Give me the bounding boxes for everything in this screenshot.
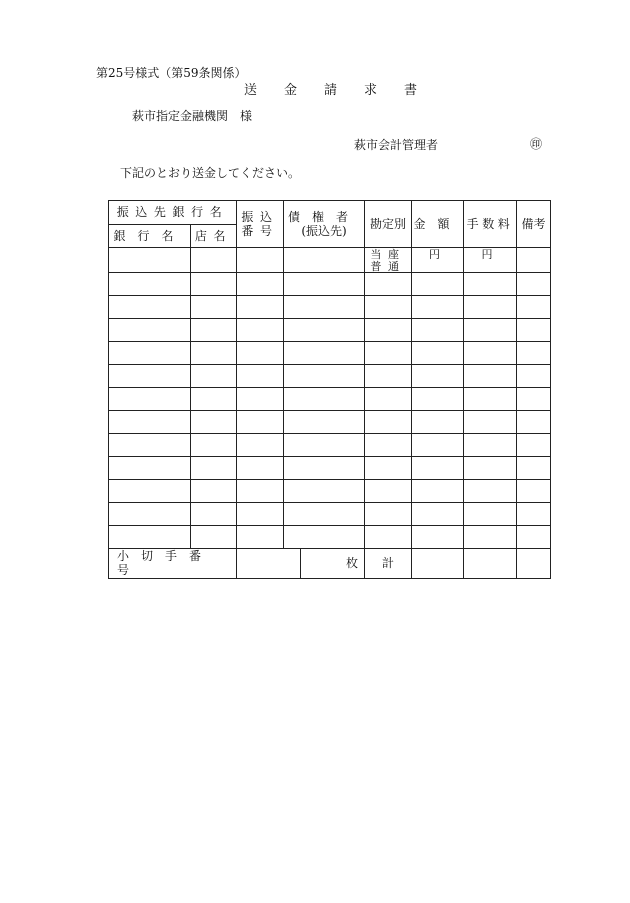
cell-bank[interactable] (109, 480, 191, 503)
header-creditor-label: 債権者 (287, 209, 360, 224)
footer-row (109, 549, 551, 579)
remittance-table (108, 200, 551, 579)
cell-branch[interactable] (191, 526, 237, 549)
total-label: 計 (365, 549, 412, 579)
cell-fee[interactable] (464, 273, 517, 296)
table-row (109, 457, 551, 480)
cell-transfer-number[interactable] (237, 480, 284, 503)
cell-bank[interactable] (109, 248, 191, 273)
cell-amount[interactable] (412, 388, 464, 411)
cell-account-type[interactable] (365, 273, 412, 296)
cell-branch[interactable] (191, 457, 237, 480)
table-row (109, 503, 551, 526)
cell-transfer-number[interactable] (237, 411, 284, 434)
cell-remarks[interactable] (517, 342, 551, 365)
cell-transfer-number[interactable] (237, 434, 284, 457)
cell-bank[interactable] (109, 388, 191, 411)
cell-branch[interactable] (191, 273, 237, 296)
cell-remarks[interactable] (517, 248, 551, 273)
cell-fee[interactable] (464, 388, 517, 411)
account-ordinary-label: 普通 (370, 259, 406, 273)
cell-amount[interactable] (412, 480, 464, 503)
cell-creditor[interactable] (284, 273, 365, 296)
cell-amount[interactable] (412, 434, 464, 457)
cell-bank[interactable] (109, 342, 191, 365)
cell-remarks[interactable] (517, 480, 551, 503)
title-char: 求 (364, 83, 378, 98)
header-amount: 金額 (412, 201, 464, 248)
cell-fee[interactable] (464, 411, 517, 434)
table-row (109, 342, 551, 365)
header-creditor (284, 201, 365, 248)
cell-transfer-number[interactable] (237, 248, 284, 273)
cell-account-type[interactable] (365, 526, 412, 549)
cell-transfer-number[interactable] (237, 503, 284, 526)
cell-account-type[interactable] (365, 434, 412, 457)
form-number: 第25号様式（第59条関係） (96, 66, 247, 80)
cell-creditor[interactable] (284, 411, 365, 434)
cell-branch[interactable] (191, 388, 237, 411)
cell-branch[interactable] (191, 342, 237, 365)
header-account-type: 勘定別 (365, 201, 412, 248)
cell-remarks[interactable] (517, 319, 551, 342)
cell-bank[interactable] (109, 273, 191, 296)
cell-bank[interactable] (109, 526, 191, 549)
yen-unit: 円 (429, 248, 440, 261)
cell-fee[interactable] (464, 342, 517, 365)
cell-branch[interactable] (191, 365, 237, 388)
cell-amount[interactable] (412, 273, 464, 296)
cell-amount[interactable] (412, 342, 464, 365)
title-char: 金 (284, 83, 298, 98)
header-remarks: 備考 (517, 201, 551, 248)
cell-bank[interactable] (109, 503, 191, 526)
cell-account-type[interactable] (365, 411, 412, 434)
sheets-label: 枚 (301, 549, 365, 579)
title-char: 書 (404, 83, 418, 98)
cell-transfer-number[interactable] (237, 457, 284, 480)
cell-creditor[interactable] (284, 480, 365, 503)
table-row (109, 388, 551, 411)
cell-bank[interactable] (109, 319, 191, 342)
cell-creditor[interactable] (284, 434, 365, 457)
cell-amount[interactable] (412, 365, 464, 388)
total-fee[interactable] (464, 549, 517, 579)
cell-remarks[interactable] (517, 296, 551, 319)
title-char: 請 (324, 83, 338, 98)
cell-bank[interactable] (109, 296, 191, 319)
cell-transfer-number[interactable] (237, 342, 284, 365)
request-text: 下記のとおり送金してください。 (120, 166, 301, 180)
header-transfer-number-line2: 番号 (241, 224, 279, 238)
cell-creditor[interactable] (284, 526, 365, 549)
addressee: 萩市指定金融機関 様 (132, 109, 253, 123)
cell-bank[interactable] (109, 411, 191, 434)
cell-bank[interactable] (109, 434, 191, 457)
cell-account-type[interactable] (365, 342, 412, 365)
cell-creditor[interactable] (284, 342, 365, 365)
cell-remarks[interactable] (517, 434, 551, 457)
header-creditor-sub: (振込先) (301, 224, 347, 238)
cell-transfer-number[interactable] (237, 526, 284, 549)
cell-branch[interactable] (191, 480, 237, 503)
cell-transfer-number[interactable] (237, 296, 284, 319)
table-row (109, 480, 551, 503)
cell-account-type[interactable] (365, 457, 412, 480)
cell-remarks[interactable] (517, 503, 551, 526)
table-row (109, 248, 551, 273)
check-number-label: 小切手番号 (109, 549, 237, 579)
yen-unit: 円 (481, 248, 493, 261)
cell-branch[interactable] (191, 503, 237, 526)
cell-amount[interactable] (412, 526, 464, 549)
cell-creditor[interactable] (284, 248, 365, 273)
cell-amount[interactable] (412, 503, 464, 526)
cell-transfer-number[interactable] (237, 365, 284, 388)
cell-account-type[interactable] (365, 248, 412, 273)
cell-account-type[interactable] (365, 365, 412, 388)
issuer: 萩市会計管理者 (354, 138, 439, 152)
cell-remarks[interactable] (517, 365, 551, 388)
cell-creditor[interactable] (284, 457, 365, 480)
cell-remarks[interactable] (517, 526, 551, 549)
table-row (109, 411, 551, 434)
cell-remarks[interactable] (517, 457, 551, 480)
seal-mark: ㊞ (530, 137, 543, 151)
header-branch-name: 店名 (191, 225, 237, 248)
cell-fee[interactable] (464, 365, 517, 388)
cell-fee[interactable] (464, 434, 517, 457)
table-row (109, 526, 551, 549)
cell-bank[interactable] (109, 457, 191, 480)
total-remarks[interactable] (517, 549, 551, 579)
table-row (109, 273, 551, 296)
table-row (109, 365, 551, 388)
cell-amount[interactable] (412, 319, 464, 342)
cell-creditor[interactable] (284, 296, 365, 319)
cell-fee[interactable] (464, 319, 517, 342)
cell-creditor[interactable] (284, 319, 365, 342)
cell-creditor[interactable] (284, 365, 365, 388)
cell-branch[interactable] (191, 434, 237, 457)
cell-amount[interactable] (412, 248, 464, 273)
cell-fee[interactable] (464, 296, 517, 319)
header-bank-name: 銀行名 (109, 225, 191, 248)
header-transfer-number (237, 201, 284, 248)
cell-account-type[interactable] (365, 480, 412, 503)
cell-branch[interactable] (191, 296, 237, 319)
cell-amount[interactable] (412, 296, 464, 319)
cell-transfer-number[interactable] (237, 388, 284, 411)
account-current-label: 当座 (370, 248, 406, 261)
cell-account-type[interactable] (365, 296, 412, 319)
total-amount[interactable] (412, 549, 464, 579)
cell-creditor[interactable] (284, 503, 365, 526)
cell-remarks[interactable] (517, 411, 551, 434)
document-title (244, 79, 424, 98)
check-number-value[interactable] (237, 549, 301, 579)
table-row (109, 434, 551, 457)
cell-fee[interactable] (464, 248, 517, 273)
cell-account-type[interactable] (365, 388, 412, 411)
cell-account-type[interactable] (365, 319, 412, 342)
cell-transfer-number[interactable] (237, 319, 284, 342)
cell-creditor[interactable] (284, 388, 365, 411)
cell-bank[interactable] (109, 365, 191, 388)
title-char: 送 (244, 83, 258, 98)
cell-branch[interactable] (191, 248, 237, 273)
cell-remarks[interactable] (517, 273, 551, 296)
cell-remarks[interactable] (517, 388, 551, 411)
cell-fee[interactable] (464, 480, 517, 503)
cell-account-type[interactable] (365, 503, 412, 526)
cell-fee[interactable] (464, 457, 517, 480)
header-transfer-number-line1: 振込 (241, 209, 279, 224)
table-row (109, 296, 551, 319)
cell-branch[interactable] (191, 411, 237, 434)
cell-transfer-number[interactable] (237, 273, 284, 296)
cell-fee[interactable] (464, 526, 517, 549)
header-fee: 手数料 (464, 201, 517, 248)
cell-fee[interactable] (464, 503, 517, 526)
cell-amount[interactable] (412, 411, 464, 434)
cell-amount[interactable] (412, 457, 464, 480)
cell-branch[interactable] (191, 319, 237, 342)
header-transfer-bank: 振込先銀行名 (109, 201, 237, 225)
table-row (109, 319, 551, 342)
